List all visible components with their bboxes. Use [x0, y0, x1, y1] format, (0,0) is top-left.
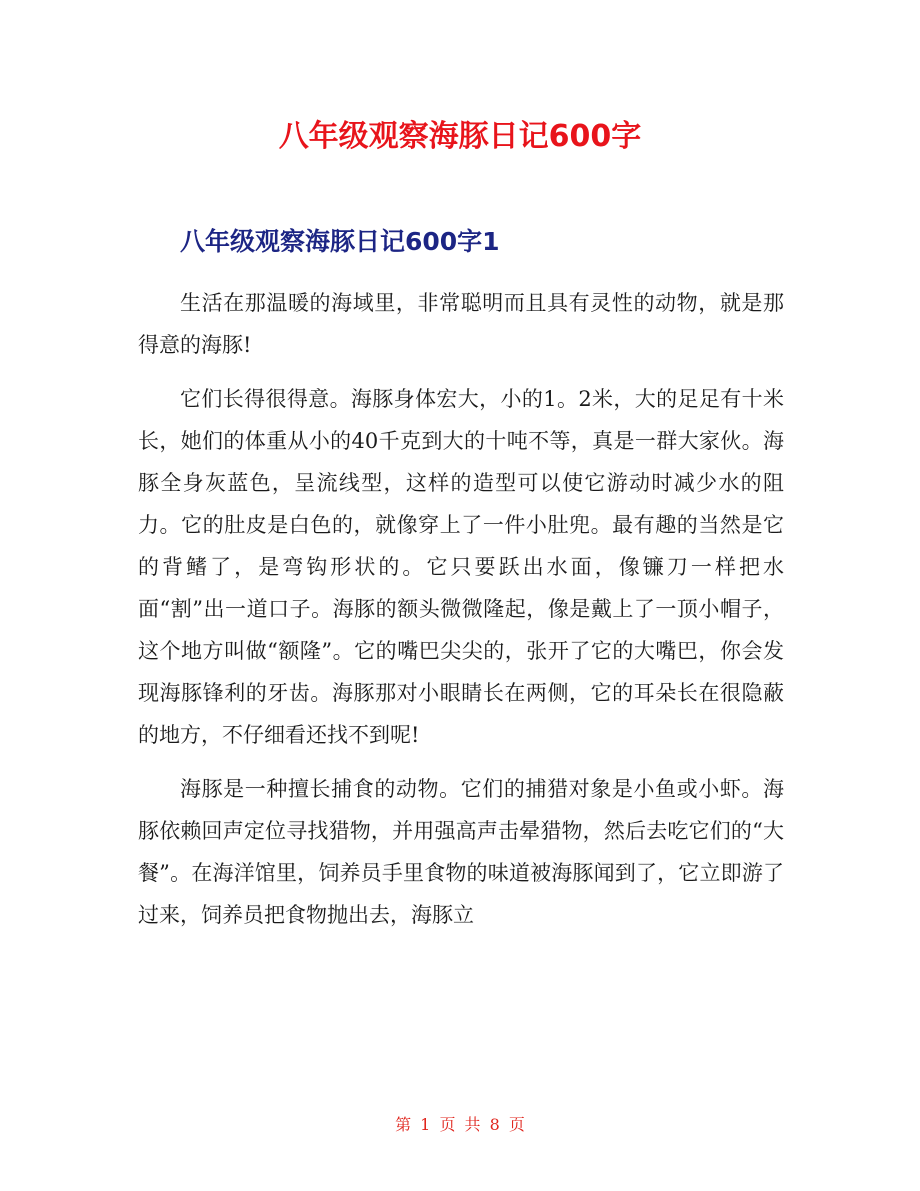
section-heading: 八年级观察海豚日记600字1 [180, 227, 500, 256]
paragraph: 它们长得很得意。海豚身体宏大，小的1。2米，大的足足有十米长，她们的体重从小的40千克到大的十吨不等，真是一群大家伙。海豚全身灰蓝色，呈流线型，这样的造型可以使它游动时减少水的阻力。它的肚皮是白色的，就像穿上了一件小肚兜。最有趣的当然是它的背鳍了，是弯钩形状的。它只要跃出水面，像镰刀一样把水面“割”出一道口子。海豚的额头微微隆起，像是戴上了一顶小帽子，这个地方叫做“额隆”。它的嘴巴尖尖的，张开了它的大嘴巴，你会发现海豚锋利的牙齿。海豚那对小眼睛长在两侧，它的耳朵长在很隐蔽的地方，不仔细看还找不到呢! [138, 387, 784, 747]
body-text [138, 282, 784, 948]
paragraph: 生活在那温暖的海域里，非常聪明而且具有灵性的动物，就是那得意的海豚! [138, 291, 784, 357]
document-title: 八年级观察海豚日记600字 [278, 119, 642, 154]
page-number-footer: 第 1 页 共 8 页 [395, 1115, 525, 1134]
paragraph: 海豚是一种擅长捕食的动物。它们的捕猎对象是小鱼或小虾。海豚依赖回声定位寻找猎物，并用强高声击晕猎物，然后去吃它们的“大餐”。在海洋馆里，饲养员手里食物的味道被海豚闻到了，它立即游了过来，饲养员把食物抛出去，海豚立 [138, 777, 784, 927]
